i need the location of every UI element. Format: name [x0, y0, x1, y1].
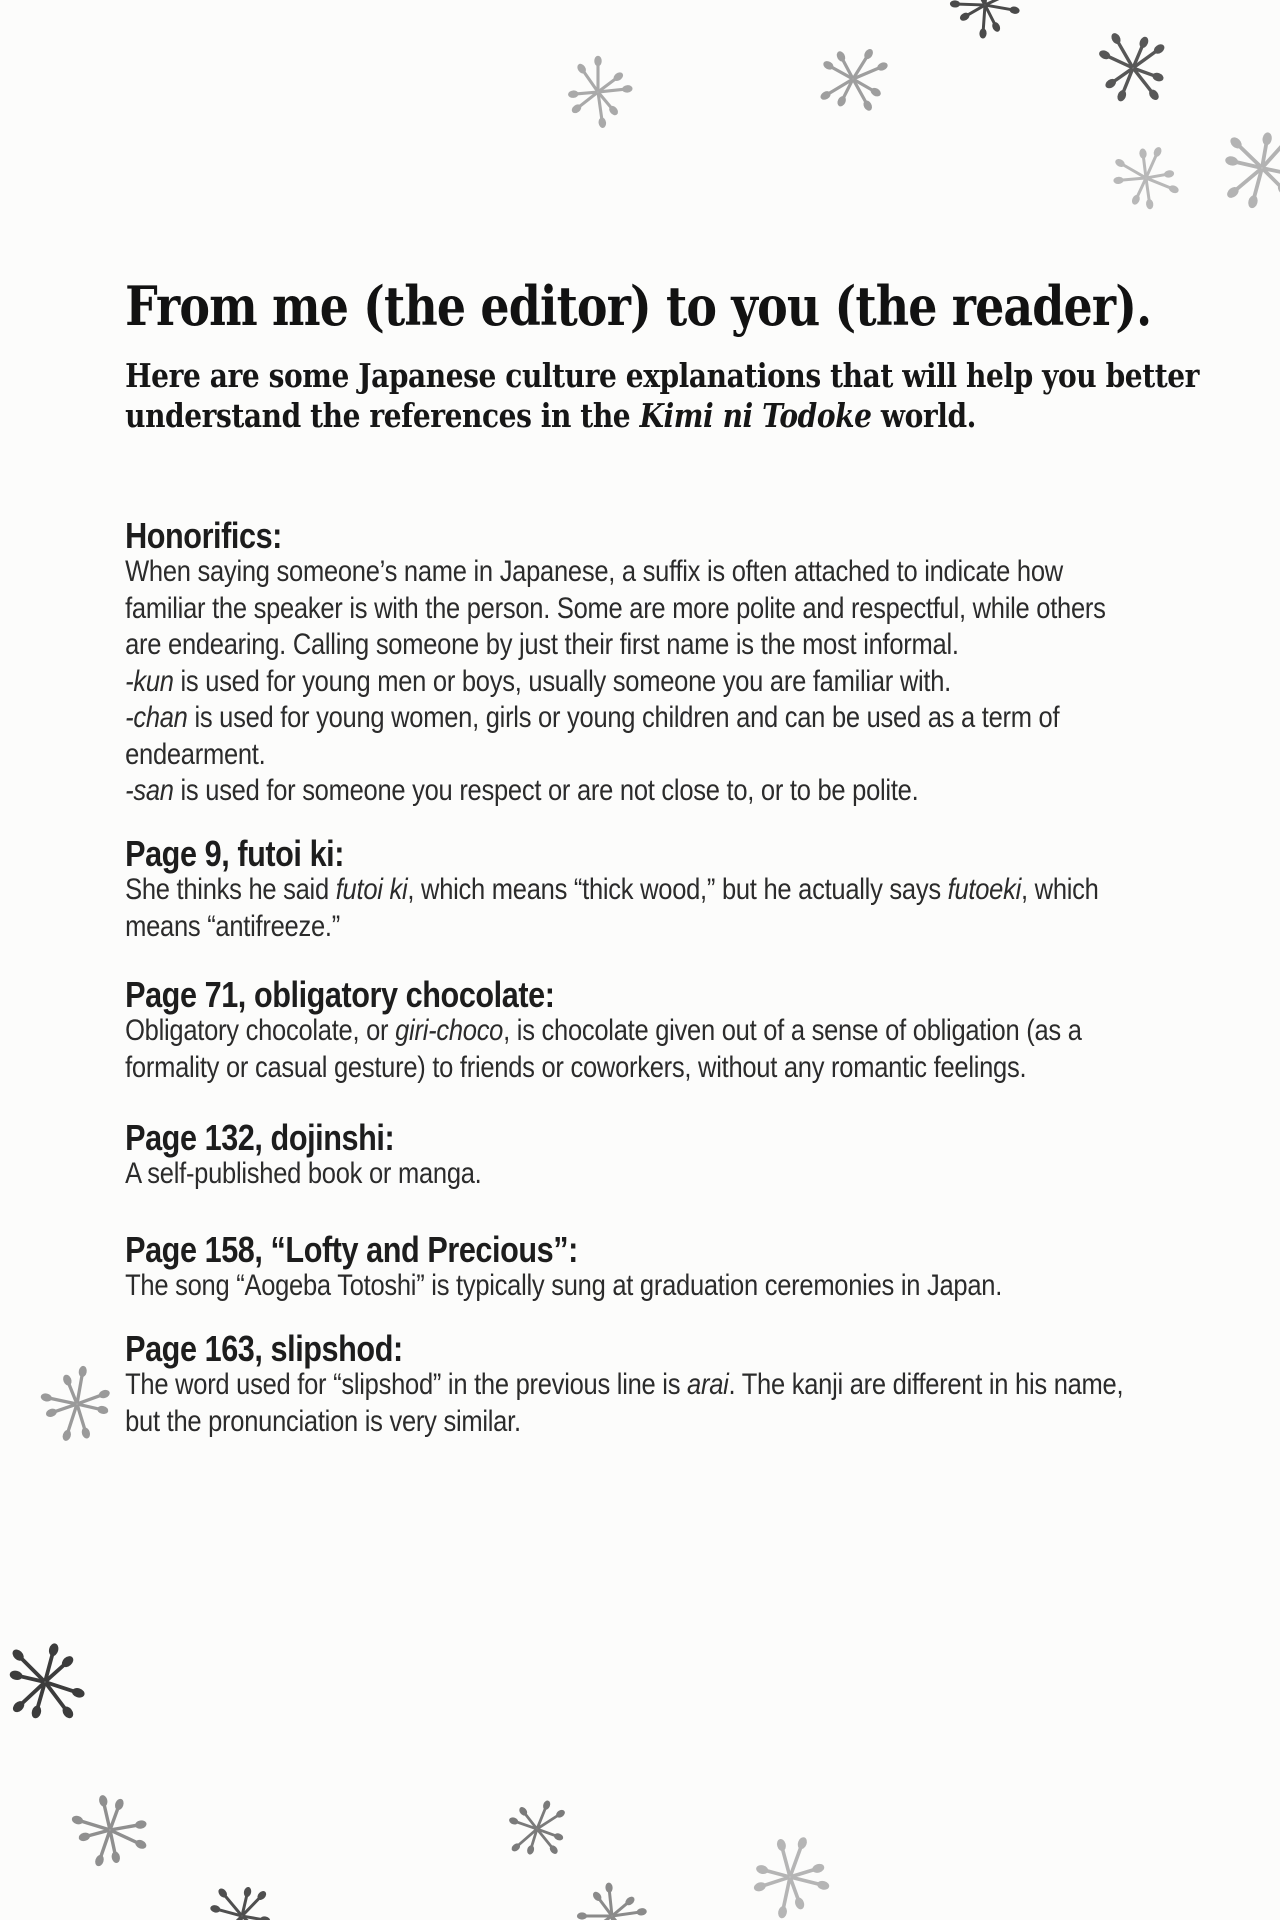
- subtitle-line: Here are some Japanese culture explanations that will help you better: [125, 356, 1200, 395]
- section-heading: Page 132, dojinshi:: [125, 1117, 395, 1158]
- snowflake-icon: [34, 1361, 120, 1447]
- section-text-line: -kun is used for young men or boys, usually someone you are familiar with.: [125, 664, 951, 698]
- section-text-line: means “antifreeze.”: [125, 909, 340, 943]
- section-text-line: formality or casual gesture) to friends or coworkers, without any romantic feelings.: [125, 1050, 1027, 1084]
- section-text-line: The word used for “slipshod” in the previous line is arai. The kanji are different in his name,: [125, 1368, 1124, 1401]
- page-title: From me (the editor) to you (the reader).: [125, 274, 1152, 338]
- section-heading: Page 9, futoi ki:: [125, 833, 345, 874]
- section-text-line: are endearing. Calling someone by just their first name is the most informal.: [125, 628, 959, 661]
- section-text-line: but the pronunciation is very similar.: [125, 1404, 521, 1438]
- section-text-line: -san is used for someone you respect or are not close to, or to be polite.: [125, 774, 919, 807]
- section-text-line: The song “Aogeba Totoshi” is typically sung at graduation ceremonies in Japan.: [125, 1269, 1003, 1302]
- section-text-line: endearment.: [125, 737, 266, 771]
- section-text-line: -chan is used for young women, girls or young children and can be used as a term of: [125, 701, 1060, 734]
- snowflake-icon: [0, 1634, 93, 1730]
- section-heading: Page 158, “Lofty and Precious”:: [125, 1229, 578, 1270]
- note-section: [125, 515, 1106, 810]
- note-section: [125, 1117, 482, 1193]
- section-text-line: familiar the speaker is with the person. Some are more polite and respectful, while others: [125, 591, 1106, 625]
- section-heading: Honorifics:: [125, 515, 282, 556]
- note-section: [125, 1229, 1003, 1305]
- page-subtitle: [125, 356, 1199, 436]
- note-section: [125, 974, 1082, 1086]
- note-section: [125, 1328, 1124, 1440]
- section-text-line: She thinks he said futoi ki, which means “thick wood,” but he actually says futoeki, which: [125, 873, 1099, 906]
- section-heading: Page 71, obligatory chocolate:: [125, 974, 555, 1015]
- section-text-line: Obligatory chocolate, or giri-choco, is chocolate given out of a sense of obligation (as a: [125, 1014, 1082, 1047]
- subtitle-line: understand the references in the Kimi ni Todoke world.: [125, 396, 977, 435]
- section-text-line: A self-published book or manga.: [125, 1157, 482, 1190]
- section-heading: Page 163, slipshod:: [125, 1328, 403, 1369]
- note-section: [125, 833, 1099, 945]
- section-text-line: When saying someone’s name in Japanese, a suffix is often attached to indicate how: [125, 555, 1063, 588]
- text-column: [120, 0, 1280, 1920]
